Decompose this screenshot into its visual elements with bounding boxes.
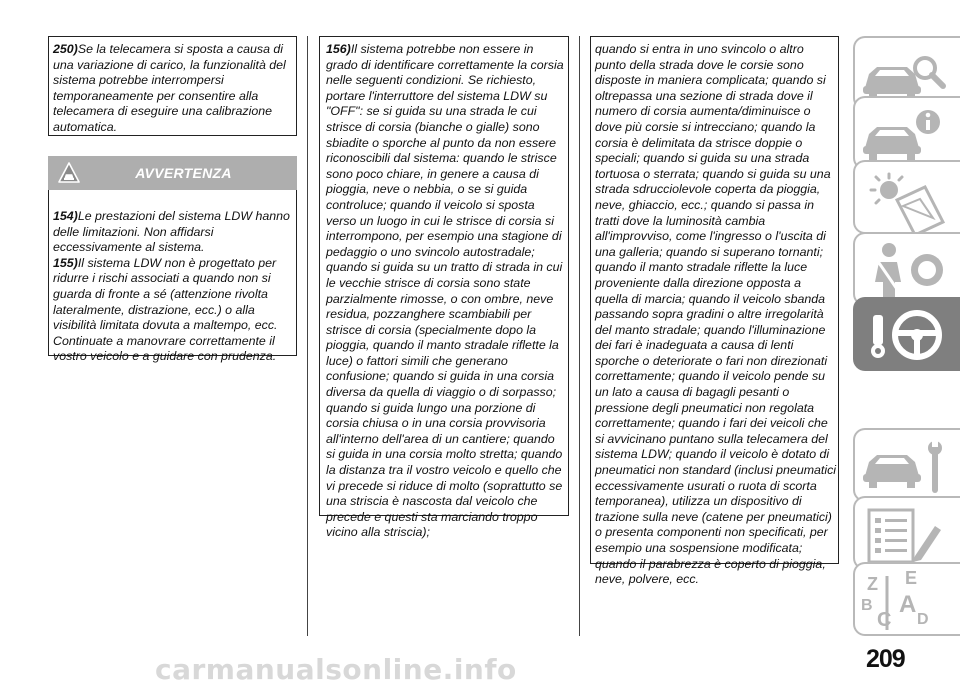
warning-box [48,190,297,364]
note-text: Il sistema potrebbe non essere in grado di identificare correttamente la corsia nelle seguenti condizioni. Se richiesto, portare l'interruttore del sistema LDW su "OFF": se si guida su una strada le cui strisce di corsia (bianche o gialle) sono sbiadite o sporche al punto da non essere riconoscibili dal sistema: quando le strisce sono poco chiare, in genere a causa di pioggia, neve o nebbia, o se si guida controluce; quando il veicolo si sposta verso un luogo in cui le strisce di corsia si interrompono, per esempio una stagione di pedaggio o uno svincolo autostradale; quando si guida su un tratto di strada in cui le vecchie strisce di corsia sono state parzialmente rimosse, o con ombre, neve residua, pozzanghere scambiabili per strisce di corsia (specialmente dopo la pioggia, quando il manto stradale riflette la luce) o fattori simili che generano confusione; quando si guida in una corsia diversa da quella di viaggio o di sorpasso; quando si guida lungo una porzione di corsia chiusa o in una corsia provvisoria all'interno dell'area di un cantiere; quando si guida in una corsia molto stretta; quando la distanza tra il vostro veicolo e quello che vi precede si riduce di molto (soprattutto se una striscia è nascosta dal veicolo che precede e questi sta marciando troppo vicino alla striscia); [326,42,564,540]
index-letter: E [905,568,918,588]
note-ref: 155) [53,255,78,270]
tab-specs-list[interactable] [853,496,960,570]
key-steering-icon [855,299,960,373]
tab-seatbelt-airbag[interactable] [853,232,960,306]
page-number: 209 [866,645,905,673]
tab-alphabetical-index[interactable] [853,562,960,636]
note-156-box [319,36,569,540]
note-continued-box [590,36,839,587]
tab-car-wrench[interactable] [853,428,960,502]
watermark: carmanualsonline.info [155,653,517,686]
note-ref: 250) [53,42,78,56]
warning-header [48,156,297,190]
note-ref: 154) [53,209,78,223]
alphabetical-index-icon [855,564,960,638]
column-divider [307,36,308,636]
tab-car-info[interactable] [853,96,960,170]
warning-lights-icon [855,162,960,236]
index-letter: B [861,597,873,614]
index-letter: D [917,611,929,628]
warning-title: AVVERTENZA [135,165,232,181]
car-wrench-icon [855,430,960,504]
index-letter: C [877,609,892,631]
note-text: quando si entra in uno svincolo o altro punto della strada dove le corsie sono disposte in maniera complicata; quando si oltrepassa una sezione di strada dove il numero di corsia aumenta/diminuisce o dove più corsie si intrecciano; quando la corsia è delimitata da strisce doppie o speciali; quando si guida su una strada tortuosa o sterrata; quando si guida su una strada sdrucciolevole coperta da pioggia, neve, ghiaccio, ecc.; quando si passa in tratti dove la luminosità cambia all'improvviso, come l'ingresso o l'uscita di una galleria; quando si superano tornanti; quando il manto stradale riflette la luce proveniente dalla direzione opposta a quella di marcia; quando il veicolo sbanda passando sopra gradini o altre irregolarità del manto stradale; quando l'illuminazione dei fari è inadeguata a causa di lenti sporche o deteriorate o fari non direzionati correttamente; quando il veicolo pende su un lato a causa di bagagli pesanti o pressione degli pneumatici non regolata correttamente; quando i fari dei veicoli che si avvicinano puntano sulla telecamera del sistema LDW; quando il veicolo è dotato di pneumatici non standard (inclusi pneumatici eccessivamente usurati o ruota di scorta temporanea), utilizza un dispositivo di trazione sulla neve (catene per pneumatici) o presenta componenti non specificati, per esempio una sospensione modificata; quando il parabrezza è coperto di pioggia, neve, polvere, ecc. [595,42,837,587]
note-text: Le prestazioni del sistema LDW hanno delle limitazioni. Non affidarsi eccessivamente al sistema. [53,209,290,255]
index-letter: A [899,591,917,618]
tab-warning-lights[interactable] [853,160,960,234]
note-250-box [48,36,297,136]
note-ref: 156) [326,42,351,56]
tab-key-steering[interactable] [853,297,960,371]
note-text: Il sistema LDW non è progettato per ridurre i rischi associati a quando non si guarda di fronte a sé (attenzione rivolta lateralmente, distrazione, ecc.) o alla visibilità limitata dovuta a maltempo, ecc. Continuate a manovrare correttamente il vostro veicolo e a guidare con prudenza. [53,255,278,364]
note-text: Se la telecamera si sposta a causa di una variazione di carico, la funzionalità del sistema potrebbe interrompersi temporaneamente per consentire alla telecamera di eseguire una calibrazione automatica. [53,42,286,134]
column-divider [579,36,580,636]
specs-list-icon [855,498,960,572]
index-letter: Z [867,574,878,594]
